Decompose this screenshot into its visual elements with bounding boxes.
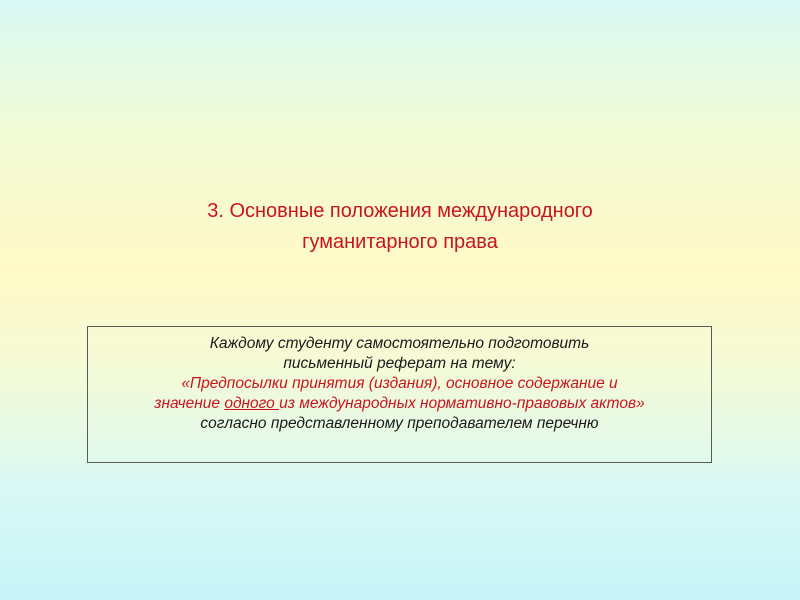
slide-title [0, 196, 800, 258]
note-line-2: письменный реферат на тему: [283, 355, 516, 372]
note-line-4-end: из международных нормативно-правовых актов» [279, 395, 645, 412]
note-underlined-word: одного [224, 395, 280, 412]
assignment-note-box [87, 326, 712, 463]
slide-title-line-2: гуманитарного права [302, 231, 498, 253]
slide-title-line-1: 3. Основные положения международного [207, 200, 593, 222]
note-line-1: Каждому студенту самостоятельно подготовить [209, 335, 590, 352]
note-line-5: согласно представленному преподавателем перечню [200, 415, 599, 432]
note-line-4 [88, 394, 711, 414]
note-line-3: «Предпосылки принятия (издания), основное содержание и [181, 375, 618, 392]
note-line-4-start: значение [154, 395, 225, 412]
